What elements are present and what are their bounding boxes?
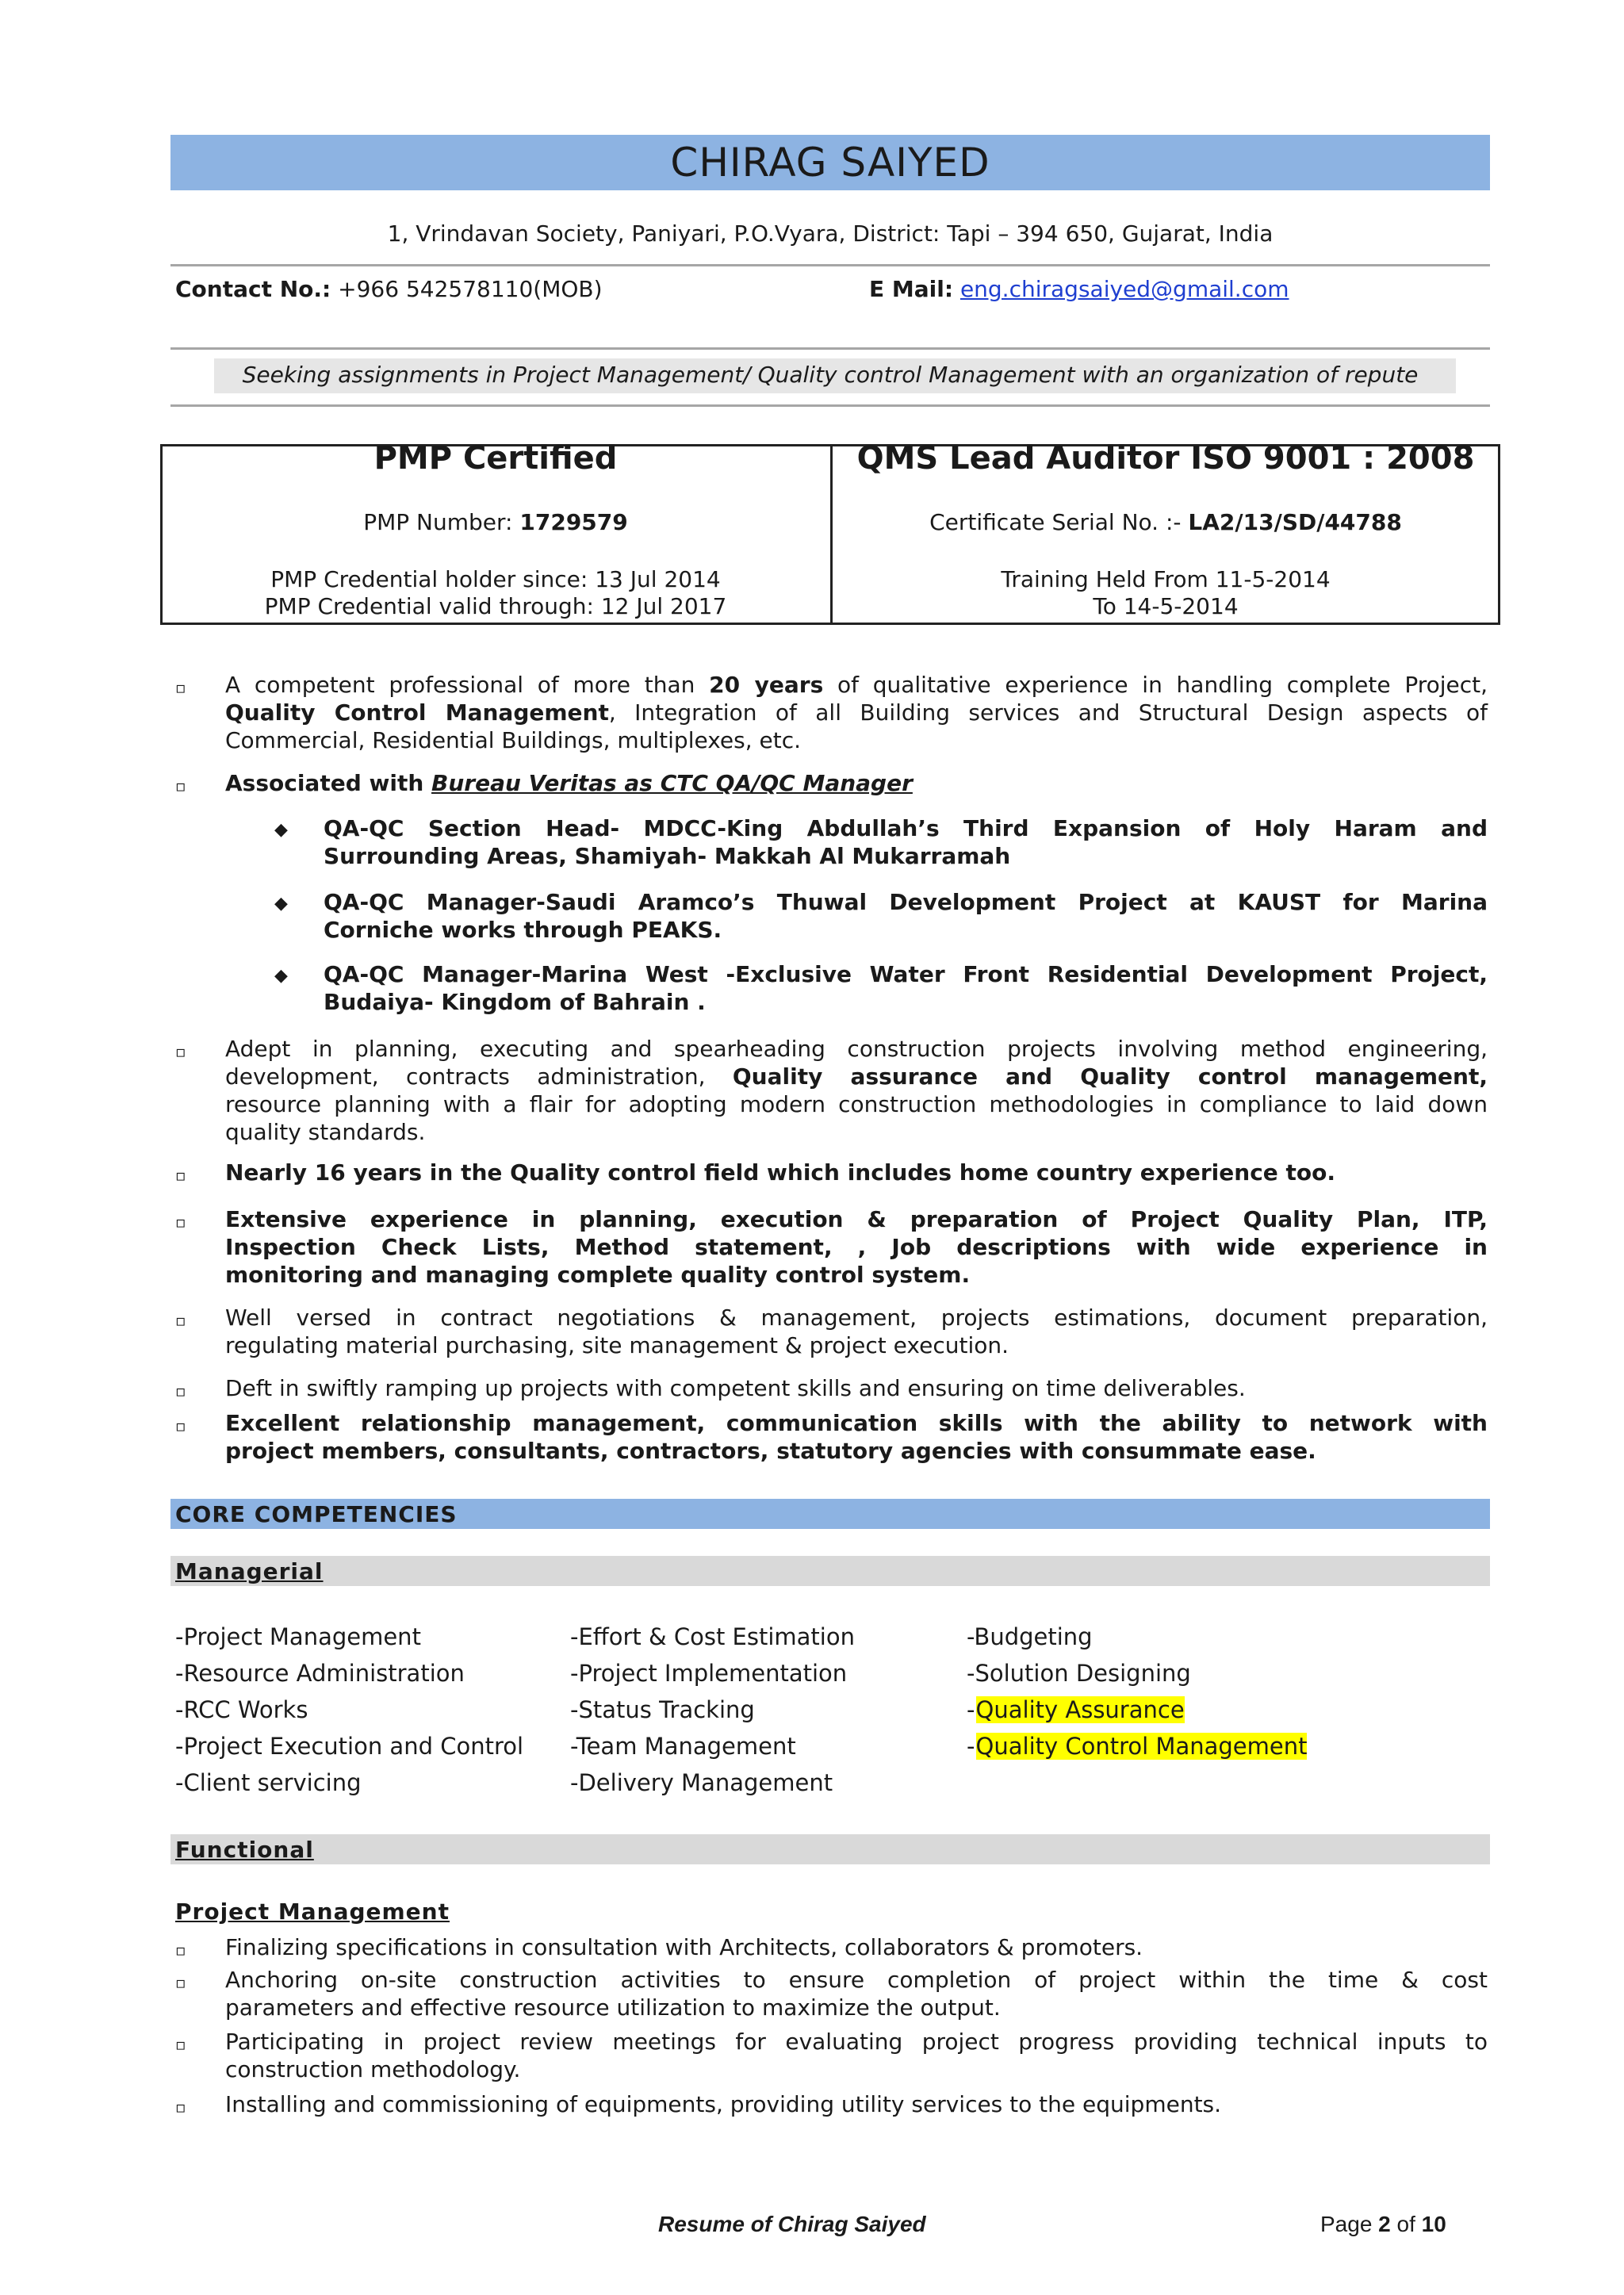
square-bullet-icon: ▫ xyxy=(175,1166,186,1185)
qms-serial-value: LA2/13/SD/44788 xyxy=(1188,509,1402,535)
competency-item: -Delivery Management xyxy=(570,1769,833,1796)
pm-item xyxy=(225,2028,1488,2083)
pmp-number xyxy=(163,509,829,535)
pmp-number-label: PMP Number: xyxy=(363,509,520,535)
assignment-item xyxy=(324,960,1488,1016)
divider xyxy=(170,347,1490,350)
qms-training-from: Training Held From 11-5-2014 xyxy=(1001,566,1331,592)
text: Adept in planning, executing and spearheading construction projects involving method engineering, xyxy=(225,1036,1488,1062)
qms-serial xyxy=(833,509,1499,535)
summary-paragraph xyxy=(225,1205,1488,1289)
text: Excellent relationship management, communication skills with the ability to network with xyxy=(225,1410,1488,1436)
competency-item: -Budgeting xyxy=(967,1623,1093,1650)
assignment-item xyxy=(324,888,1488,944)
pmp-title: PMP Certified xyxy=(373,440,618,477)
qa-qc-highlight: Quality assurance and Quality control management, xyxy=(732,1063,1488,1090)
text: Inspection Check Lists, Method statement, , Job descriptions with wide experience in xyxy=(225,1234,1488,1260)
text: regulating material purchasing, site management & project execution. xyxy=(225,1332,1009,1358)
page-prefix: Page xyxy=(1320,2212,1379,2236)
competency-item: -Client servicing xyxy=(175,1769,362,1796)
diamond-bullet-icon: ◆ xyxy=(274,966,288,986)
text: QA-QC Manager-Saudi Aramco’s Thuwal Development Project at KAUST for Marina xyxy=(324,889,1488,915)
pm-item: Finalizing specifications in consultation with Architects, collaborators & promoters. xyxy=(225,1934,1143,1960)
summary-paragraph: Deft in swiftly ramping up projects with competent skills and ensuring on time deliverables. xyxy=(225,1375,1246,1401)
competency-item: -RCC Works xyxy=(175,1696,308,1723)
competency-item xyxy=(967,1733,1307,1760)
qms-training-to: To 14-5-2014 xyxy=(1093,593,1239,619)
text: Extensive experience in planning, execution & preparation of Project Quality Plan, ITP, xyxy=(225,1206,1488,1232)
competency-item: -Effort & Cost Estimation xyxy=(570,1623,855,1650)
square-bullet-icon: ▫ xyxy=(175,1042,186,1061)
summary-paragraph xyxy=(225,671,1488,754)
text: construction methodology. xyxy=(225,2056,521,2082)
email-label: E Mail: xyxy=(869,276,954,302)
square-bullet-icon: ▫ xyxy=(175,1381,186,1400)
square-bullet-icon: ▫ xyxy=(175,2098,186,2117)
text: development, contracts administration, xyxy=(225,1063,733,1090)
qms-serial-label: Certificate Serial No. :- xyxy=(929,509,1189,535)
text: A competent professional of more than xyxy=(225,672,710,698)
summary-paragraph xyxy=(225,1035,1488,1146)
page-total: 10 xyxy=(1421,2212,1446,2236)
diamond-bullet-icon: ◆ xyxy=(274,820,288,840)
dash: - xyxy=(967,1733,976,1760)
contact-value: +966 542578110(MOB) xyxy=(331,276,603,302)
dash: - xyxy=(967,1696,976,1723)
text: Participating in project review meetings for evaluating project progress providing technical inputs to xyxy=(225,2029,1488,2055)
text: , Integration of all Building services and Structural Design aspects of xyxy=(608,699,1488,726)
address: 1, Vrindavan Society, Paniyari, P.O.Vyara, District: Tapi – 394 650, Gujarat, India xyxy=(387,220,1274,247)
subsection-banner xyxy=(170,1834,1490,1864)
assignment-item xyxy=(324,814,1488,870)
email xyxy=(869,276,1289,302)
text: Commercial, Residential Buildings, multiplexes, etc. xyxy=(225,727,802,753)
pm-item: Installing and commissioning of equipments, providing utility services to the equipments. xyxy=(225,2091,1222,2117)
pm-item xyxy=(225,1966,1488,2021)
competency-item: -Status Tracking xyxy=(570,1696,755,1723)
email-link[interactable]: eng.chiragsaiyed@gmail.com xyxy=(959,276,1289,302)
core-competencies-heading: CORE COMPETENCIES xyxy=(175,1501,458,1527)
competency-item: -Project Management xyxy=(175,1623,421,1650)
summary-paragraph: Nearly 16 years in the Quality control field which includes home country experience too. xyxy=(225,1159,1336,1186)
square-bullet-icon: ▫ xyxy=(175,1213,186,1232)
text: Budaiya- Kingdom of Bahrain . xyxy=(324,989,706,1015)
qms-title: QMS Lead Auditor ISO 9001 : 2008 xyxy=(856,440,1475,477)
square-bullet-icon: ▫ xyxy=(175,678,186,697)
years-highlight: 20 years xyxy=(709,672,824,698)
competency-item: -Project Execution and Control xyxy=(175,1733,524,1760)
divider xyxy=(170,264,1490,266)
text: resource planning with a flair for adopting modern construction methodologies in compliance to laid down xyxy=(225,1091,1488,1117)
project-management-heading: Project Management xyxy=(175,1898,450,1925)
highlighted-competency: Quality Control Management xyxy=(975,1733,1308,1760)
competency-item: -Resource Administration xyxy=(175,1660,465,1687)
functional-heading: Functional xyxy=(175,1837,314,1863)
competency-item: -Solution Designing xyxy=(967,1660,1191,1687)
pmp-since: PMP Credential holder since: 13 Jul 2014 xyxy=(270,566,721,592)
text: Corniche works through PEAKS. xyxy=(324,917,722,943)
text: Anchoring on-site construction activities to ensure completion of project within the time & cost xyxy=(225,1967,1488,1993)
contact-number xyxy=(175,276,603,302)
pmp-number-value: 1729579 xyxy=(519,509,628,535)
text: project members, consultants, contractors, statutory agencies with consummate ease. xyxy=(225,1438,1316,1464)
competency-item: -Project Implementation xyxy=(570,1660,848,1687)
text: Well versed in contract negotiations & management, projects estimations, document preparation, xyxy=(225,1305,1488,1331)
text: parameters and effective resource utilization to maximize the output. xyxy=(225,1994,1001,2021)
subsection-banner xyxy=(170,1556,1490,1586)
text: Surrounding Areas, Shamiyah- Makkah Al Mukarramah xyxy=(324,843,1011,869)
text: QA-QC Section Head- MDCC-King Abdullah’s Third Expansion of Holy Haram and xyxy=(324,815,1488,841)
square-bullet-icon: ▫ xyxy=(175,1973,186,1992)
association xyxy=(225,769,1488,797)
diamond-bullet-icon: ◆ xyxy=(274,894,288,914)
contact-label: Contact No.: xyxy=(175,276,331,302)
qc-management-highlight: Quality Control Management xyxy=(225,699,609,726)
divider xyxy=(170,404,1490,407)
square-bullet-icon: ▫ xyxy=(175,1941,186,1960)
square-bullet-icon: ▫ xyxy=(175,1416,186,1435)
square-bullet-icon: ▫ xyxy=(175,776,186,795)
text: of qualitative experience in handling complete Project, xyxy=(823,672,1488,698)
competency-item: -Team Management xyxy=(570,1733,796,1760)
page-of: of xyxy=(1390,2212,1422,2236)
association-label: Associated with xyxy=(225,770,432,796)
page-current: 2 xyxy=(1378,2212,1391,2236)
text: QA-QC Manager-Marina West -Exclusive Water Front Residential Development Project, xyxy=(324,961,1488,987)
page-number xyxy=(1320,2212,1446,2237)
career-objective: Seeking assignments in Project Management/ Quality control Management with an organization of repute xyxy=(242,362,1419,388)
managerial-heading: Managerial xyxy=(175,1558,324,1584)
text: monitoring and managing complete quality control system. xyxy=(225,1262,971,1288)
square-bullet-icon: ▫ xyxy=(175,1311,186,1330)
summary-paragraph xyxy=(225,1409,1488,1465)
footer-resume-of: Resume of Chirag Saiyed xyxy=(658,2212,926,2236)
competency-item xyxy=(967,1696,1185,1723)
highlighted-competency: Quality Assurance xyxy=(975,1696,1185,1723)
summary-paragraph xyxy=(225,1304,1488,1359)
association-employer: Bureau Veritas as CTC QA/QC Manager xyxy=(431,770,913,796)
pmp-valid: PMP Credential valid through: 12 Jul 2017 xyxy=(264,593,727,619)
text: quality standards. xyxy=(225,1119,426,1145)
candidate-name: CHIRAG SAIYED xyxy=(670,140,990,186)
square-bullet-icon: ▫ xyxy=(175,2035,186,2054)
